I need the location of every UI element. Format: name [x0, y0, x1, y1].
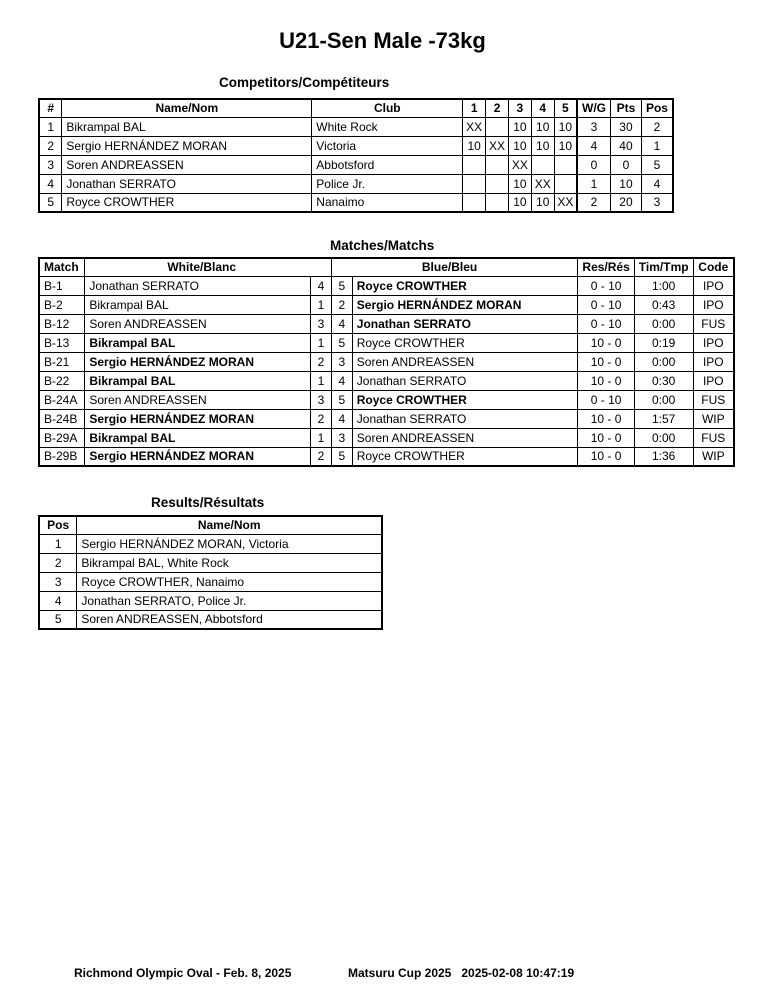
result-name: Soren ANDREASSEN, Abbotsford	[77, 610, 382, 629]
footer-event: Matsuru Cup 2025 2025-02-08 10:47:19	[348, 966, 575, 980]
blue-number: 5	[331, 276, 352, 295]
results-table	[38, 515, 383, 630]
match-time: 0:19	[634, 333, 693, 352]
competitor-points: 30	[611, 117, 642, 136]
match-result: 0 - 10	[578, 314, 634, 333]
white-number: 3	[310, 390, 331, 409]
white-competitor: Bikrampal BAL	[85, 333, 311, 352]
table-row	[39, 155, 673, 174]
col-pos: Pos	[39, 516, 77, 534]
score-cell	[463, 193, 486, 212]
competitor-wins: 3	[577, 117, 611, 136]
match-code: IPO	[693, 371, 734, 390]
match-id: B-12	[39, 314, 85, 333]
results-header-row	[39, 516, 382, 534]
competitor-name: Bikrampal BAL	[62, 117, 312, 136]
blue-number: 3	[331, 428, 352, 447]
col-wins: W/G	[577, 99, 611, 117]
blue-competitor: Jonathan SERRATO	[352, 371, 578, 390]
table-row	[39, 409, 734, 428]
match-result: 0 - 10	[578, 276, 634, 295]
competitor-name: Royce CROWTHER	[62, 193, 312, 212]
match-time: 0:00	[634, 314, 693, 333]
match-id: B-2	[39, 295, 85, 314]
competitor-wins: 0	[577, 155, 611, 174]
match-id: B-24B	[39, 409, 85, 428]
score-cell	[486, 155, 509, 174]
match-time: 0:00	[634, 390, 693, 409]
result-position: 3	[39, 572, 77, 591]
match-result: 10 - 0	[578, 447, 634, 466]
competitor-club: Victoria	[312, 136, 463, 155]
table-row	[39, 136, 673, 155]
score-cell: 10	[531, 117, 554, 136]
blue-number: 4	[331, 314, 352, 333]
match-id: B-13	[39, 333, 85, 352]
score-cell	[486, 174, 509, 193]
table-row	[39, 174, 673, 193]
competitor-name: Sergio HERNÁNDEZ MORAN	[62, 136, 312, 155]
match-result: 10 - 0	[578, 409, 634, 428]
col-num: #	[39, 99, 62, 117]
blue-competitor: Royce CROWTHER	[352, 333, 578, 352]
blue-competitor: Soren ANDREASSEN	[352, 428, 578, 447]
competitor-club: Police Jr.	[312, 174, 463, 193]
competitors-header-row	[39, 99, 673, 117]
competitor-points: 10	[611, 174, 642, 193]
table-row	[39, 333, 734, 352]
table-row	[39, 390, 734, 409]
col-white: White/Blanc	[85, 258, 332, 276]
competitors-heading: Competitors/Compétiteurs	[219, 75, 390, 90]
score-cell: 10	[531, 136, 554, 155]
white-competitor: Soren ANDREASSEN	[85, 390, 311, 409]
competitor-name: Jonathan SERRATO	[62, 174, 312, 193]
table-row	[39, 352, 734, 371]
competitor-club: Nanaimo	[312, 193, 463, 212]
competitor-club: Abbotsford	[312, 155, 463, 174]
white-number: 1	[310, 295, 331, 314]
table-row	[39, 610, 382, 629]
col-score-4: 4	[531, 99, 554, 117]
match-result: 0 - 10	[578, 295, 634, 314]
score-cell: 10	[508, 193, 531, 212]
competitor-name: Soren ANDREASSEN	[62, 155, 312, 174]
competitor-position: 4	[641, 174, 673, 193]
competitor-number: 4	[39, 174, 62, 193]
competitor-number: 1	[39, 117, 62, 136]
score-cell	[554, 174, 577, 193]
match-code: IPO	[693, 276, 734, 295]
competitor-wins: 1	[577, 174, 611, 193]
blue-competitor: Jonathan SERRATO	[352, 314, 578, 333]
result-position: 5	[39, 610, 77, 629]
white-competitor: Soren ANDREASSEN	[85, 314, 311, 333]
competitor-position: 3	[641, 193, 673, 212]
blue-competitor: Royce CROWTHER	[352, 276, 578, 295]
page-title: U21-Sen Male -73kg	[279, 28, 486, 53]
table-row	[39, 117, 673, 136]
col-score-3: 3	[508, 99, 531, 117]
match-code: IPO	[693, 352, 734, 371]
white-number: 3	[310, 314, 331, 333]
blue-number: 2	[331, 295, 352, 314]
match-code: IPO	[693, 295, 734, 314]
match-time: 0:00	[634, 352, 693, 371]
score-cell: 10	[508, 174, 531, 193]
match-code: IPO	[693, 333, 734, 352]
score-cell: 10	[554, 136, 577, 155]
table-row	[39, 553, 382, 572]
col-name: Name/Nom	[62, 99, 312, 117]
table-row	[39, 591, 382, 610]
match-id: B-29B	[39, 447, 85, 466]
match-code: WIP	[693, 447, 734, 466]
table-row	[39, 193, 673, 212]
matches-header-row	[39, 258, 734, 276]
blue-competitor: Royce CROWTHER	[352, 390, 578, 409]
score-cell	[463, 174, 486, 193]
score-cell	[463, 155, 486, 174]
col-time: Tim/Tmp	[634, 258, 693, 276]
white-number: 2	[310, 352, 331, 371]
blue-number: 3	[331, 352, 352, 371]
competitor-position: 1	[641, 136, 673, 155]
competitor-points: 20	[611, 193, 642, 212]
col-blue: Blue/Bleu	[331, 258, 578, 276]
result-name: Sergio HERNÁNDEZ MORAN, Victoria	[77, 534, 382, 553]
score-cell: 10	[508, 117, 531, 136]
competitor-position: 2	[641, 117, 673, 136]
table-row	[39, 276, 734, 295]
white-competitor: Jonathan SERRATO	[85, 276, 311, 295]
white-competitor: Sergio HERNÁNDEZ MORAN	[85, 447, 311, 466]
competitor-club: White Rock	[312, 117, 463, 136]
match-result: 10 - 0	[578, 352, 634, 371]
score-cell: 10	[508, 136, 531, 155]
match-result: 10 - 0	[578, 428, 634, 447]
result-name: Bikrampal BAL, White Rock	[77, 553, 382, 572]
match-code: FUS	[693, 390, 734, 409]
match-code: FUS	[693, 428, 734, 447]
col-points: Pts	[611, 99, 642, 117]
match-id: B-1	[39, 276, 85, 295]
white-number: 4	[310, 276, 331, 295]
match-result: 0 - 10	[578, 390, 634, 409]
match-id: B-24A	[39, 390, 85, 409]
blue-number: 5	[331, 333, 352, 352]
col-club: Club	[312, 99, 463, 117]
white-competitor: Sergio HERNÁNDEZ MORAN	[85, 409, 311, 428]
table-row	[39, 534, 382, 553]
match-id: B-29A	[39, 428, 85, 447]
match-result: 10 - 0	[578, 333, 634, 352]
white-number: 1	[310, 333, 331, 352]
results-heading: Results/Résultats	[151, 495, 265, 510]
white-competitor: Bikrampal BAL	[85, 295, 311, 314]
competitor-wins: 2	[577, 193, 611, 212]
competitors-table	[38, 98, 674, 213]
match-code: WIP	[693, 409, 734, 428]
score-cell: 10	[554, 117, 577, 136]
match-result: 10 - 0	[578, 371, 634, 390]
score-cell: XX	[531, 174, 554, 193]
blue-competitor: Soren ANDREASSEN	[352, 352, 578, 371]
blue-competitor: Royce CROWTHER	[352, 447, 578, 466]
result-position: 2	[39, 553, 77, 572]
match-id: B-22	[39, 371, 85, 390]
match-time: 0:30	[634, 371, 693, 390]
footer-venue: Richmond Olympic Oval - Feb. 8, 2025	[74, 966, 292, 980]
competitor-position: 5	[641, 155, 673, 174]
table-row	[39, 314, 734, 333]
table-row	[39, 572, 382, 591]
table-row	[39, 428, 734, 447]
score-cell	[486, 193, 509, 212]
competitor-wins: 4	[577, 136, 611, 155]
score-cell: XX	[463, 117, 486, 136]
white-number: 2	[310, 409, 331, 428]
score-cell	[486, 117, 509, 136]
score-cell	[531, 155, 554, 174]
white-number: 1	[310, 371, 331, 390]
col-score-1: 1	[463, 99, 486, 117]
matches-heading: Matches/Matchs	[330, 238, 435, 253]
blue-competitor: Sergio HERNÁNDEZ MORAN	[352, 295, 578, 314]
score-cell: XX	[554, 193, 577, 212]
competitor-points: 0	[611, 155, 642, 174]
blue-number: 5	[331, 447, 352, 466]
score-cell: 10	[531, 193, 554, 212]
white-number: 2	[310, 447, 331, 466]
table-row	[39, 447, 734, 466]
match-time: 1:36	[634, 447, 693, 466]
competitor-number: 3	[39, 155, 62, 174]
score-cell: 10	[463, 136, 486, 155]
blue-number: 4	[331, 409, 352, 428]
match-time: 1:57	[634, 409, 693, 428]
table-row	[39, 295, 734, 314]
score-cell: XX	[486, 136, 509, 155]
blue-number: 5	[331, 390, 352, 409]
result-position: 1	[39, 534, 77, 553]
blue-competitor: Jonathan SERRATO	[352, 409, 578, 428]
competitor-points: 40	[611, 136, 642, 155]
result-name: Royce CROWTHER, Nanaimo	[77, 572, 382, 591]
blue-number: 4	[331, 371, 352, 390]
competitor-number: 5	[39, 193, 62, 212]
col-position: Pos	[641, 99, 673, 117]
white-competitor: Sergio HERNÁNDEZ MORAN	[85, 352, 311, 371]
table-row	[39, 371, 734, 390]
match-time: 1:00	[634, 276, 693, 295]
white-number: 1	[310, 428, 331, 447]
matches-table	[38, 257, 735, 467]
white-competitor: Bikrampal BAL	[85, 428, 311, 447]
competitor-number: 2	[39, 136, 62, 155]
score-cell: XX	[508, 155, 531, 174]
result-name: Jonathan SERRATO, Police Jr.	[77, 591, 382, 610]
match-code: FUS	[693, 314, 734, 333]
col-match: Match	[39, 258, 85, 276]
score-cell	[554, 155, 577, 174]
match-id: B-21	[39, 352, 85, 371]
match-time: 0:43	[634, 295, 693, 314]
col-code: Code	[693, 258, 734, 276]
white-competitor: Bikrampal BAL	[85, 371, 311, 390]
col-score-2: 2	[486, 99, 509, 117]
col-score-5: 5	[554, 99, 577, 117]
result-position: 4	[39, 591, 77, 610]
col-result: Res/Rés	[578, 258, 634, 276]
col-result-name: Name/Nom	[77, 516, 382, 534]
match-time: 0:00	[634, 428, 693, 447]
